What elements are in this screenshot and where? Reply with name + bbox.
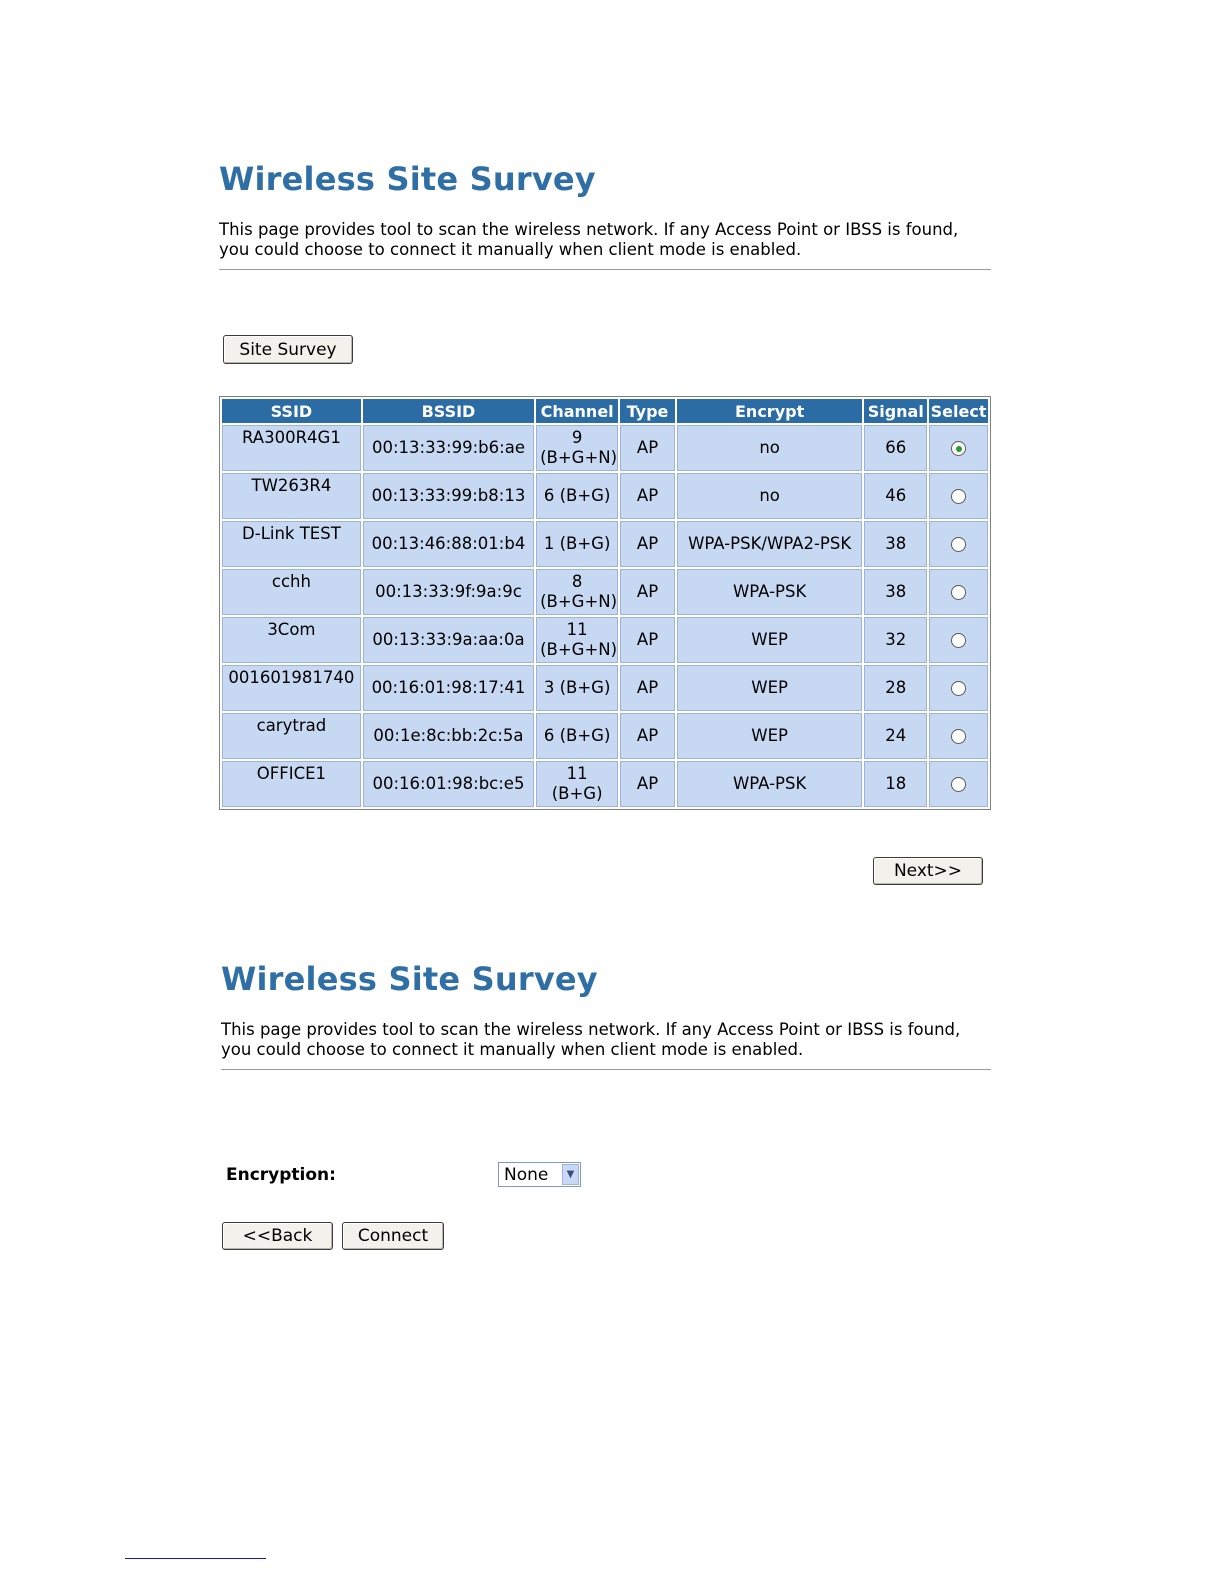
table-row	[222, 665, 988, 711]
signal-cell: 38	[864, 569, 927, 615]
signal-cell: 66	[864, 425, 927, 471]
description-line-2: you could choose to connect it manually when client mode is enabled.	[221, 1040, 804, 1059]
table-row	[222, 569, 988, 615]
channel-cell: 11 (B+G+N)	[536, 617, 618, 663]
table-row	[222, 713, 988, 759]
select-cell	[929, 425, 988, 471]
bssid-cell: 00:13:33:9f:9a:9c	[363, 569, 534, 615]
description-line-1: This page provides tool to scan the wireless network. If any Access Point or IBSS is found,	[219, 220, 959, 239]
signal-cell: 32	[864, 617, 927, 663]
ssid-cell: cchh	[222, 569, 361, 615]
type-cell: AP	[620, 665, 675, 711]
encrypt-cell: WEP	[677, 713, 862, 759]
type-cell: AP	[620, 521, 675, 567]
ssid-cell: RA300R4G1	[222, 425, 361, 471]
page-title: Wireless Site Survey	[219, 160, 596, 198]
encryption-label: Encryption:	[226, 1165, 336, 1185]
divider	[221, 1069, 991, 1070]
network-select-radio[interactable]	[951, 633, 966, 648]
channel-cell: 6 (B+G)	[536, 713, 618, 759]
bssid-cell: 00:16:01:98:17:41	[363, 665, 534, 711]
select-cell	[929, 521, 988, 567]
network-select-radio[interactable]	[951, 681, 966, 696]
bssid-cell: 00:16:01:98:bc:e5	[363, 761, 534, 807]
network-select-radio[interactable]	[951, 537, 966, 552]
signal-cell: 38	[864, 521, 927, 567]
signal-cell: 28	[864, 665, 927, 711]
select-cell	[929, 569, 988, 615]
network-select-radio[interactable]	[951, 441, 966, 456]
type-cell: AP	[620, 473, 675, 519]
encryption-select-value: None	[504, 1165, 549, 1185]
table-row	[222, 425, 988, 471]
type-cell: AP	[620, 617, 675, 663]
description-line-1: This page provides tool to scan the wireless network. If any Access Point or IBSS is found,	[221, 1020, 961, 1039]
ssid-cell: OFFICE1	[222, 761, 361, 807]
network-select-radio[interactable]	[951, 729, 966, 744]
signal-cell: 46	[864, 473, 927, 519]
site-survey-panel	[219, 150, 991, 881]
ssid-cell: TW263R4	[222, 473, 361, 519]
back-button[interactable]: <<Back	[222, 1222, 333, 1250]
channel-cell: 6 (B+G)	[536, 473, 618, 519]
type-cell: AP	[620, 569, 675, 615]
encrypt-cell: no	[677, 425, 862, 471]
select-cell	[929, 761, 988, 807]
page-description	[219, 220, 991, 260]
bssid-cell: 00:13:33:99:b6:ae	[363, 425, 534, 471]
chevron-down-icon[interactable]: ▼	[562, 1164, 579, 1185]
ssid-cell: 001601981740	[222, 665, 361, 711]
description-line-2: you could choose to connect it manually when client mode is enabled.	[219, 240, 802, 259]
table-row	[222, 761, 988, 807]
encryption-select[interactable]	[498, 1162, 581, 1187]
channel-cell: 3 (B+G)	[536, 665, 618, 711]
ssid-cell: carytrad	[222, 713, 361, 759]
header-channel: Channel	[536, 399, 618, 423]
connect-button[interactable]: Connect	[342, 1222, 444, 1250]
signal-cell: 18	[864, 761, 927, 807]
ssid-cell: D-Link TEST	[222, 521, 361, 567]
encrypt-cell: WPA-PSK	[677, 569, 862, 615]
table-header-row	[222, 399, 988, 423]
header-encrypt: Encrypt	[677, 399, 862, 423]
encrypt-cell: WEP	[677, 617, 862, 663]
header-signal: Signal	[864, 399, 927, 423]
select-cell	[929, 473, 988, 519]
footnote-separator	[125, 1558, 266, 1559]
header-select: Select	[929, 399, 988, 423]
page-description	[221, 1020, 991, 1060]
bssid-cell: 00:13:33:9a:aa:0a	[363, 617, 534, 663]
table-row	[222, 473, 988, 519]
header-ssid: SSID	[222, 399, 361, 423]
type-cell: AP	[620, 761, 675, 807]
bssid-cell: 00:13:46:88:01:b4	[363, 521, 534, 567]
network-select-radio[interactable]	[951, 489, 966, 504]
type-cell: AP	[620, 425, 675, 471]
channel-cell: 9 (B+G+N)	[536, 425, 618, 471]
site-survey-button[interactable]: Site Survey	[223, 335, 353, 364]
channel-cell: 11 (B+G)	[536, 761, 618, 807]
ssid-cell: 3Com	[222, 617, 361, 663]
encrypt-cell: no	[677, 473, 862, 519]
page-title: Wireless Site Survey	[221, 960, 598, 998]
select-cell	[929, 665, 988, 711]
encrypt-cell: WPA-PSK	[677, 761, 862, 807]
table-row	[222, 617, 988, 663]
table-row	[222, 521, 988, 567]
channel-cell: 1 (B+G)	[536, 521, 618, 567]
network-select-radio[interactable]	[951, 777, 966, 792]
bssid-cell: 00:1e:8c:bb:2c:5a	[363, 713, 534, 759]
select-cell	[929, 713, 988, 759]
network-select-radio[interactable]	[951, 585, 966, 600]
channel-cell: 8 (B+G+N)	[536, 569, 618, 615]
bssid-cell: 00:13:33:99:b8:13	[363, 473, 534, 519]
header-bssid: BSSID	[363, 399, 534, 423]
next-button[interactable]: Next>>	[873, 857, 983, 885]
divider	[219, 269, 991, 270]
encrypt-cell: WEP	[677, 665, 862, 711]
select-cell	[929, 617, 988, 663]
signal-cell: 24	[864, 713, 927, 759]
type-cell: AP	[620, 713, 675, 759]
header-type: Type	[620, 399, 675, 423]
survey-table	[219, 396, 991, 810]
encrypt-cell: WPA-PSK/WPA2-PSK	[677, 521, 862, 567]
connect-panel	[221, 950, 991, 1246]
